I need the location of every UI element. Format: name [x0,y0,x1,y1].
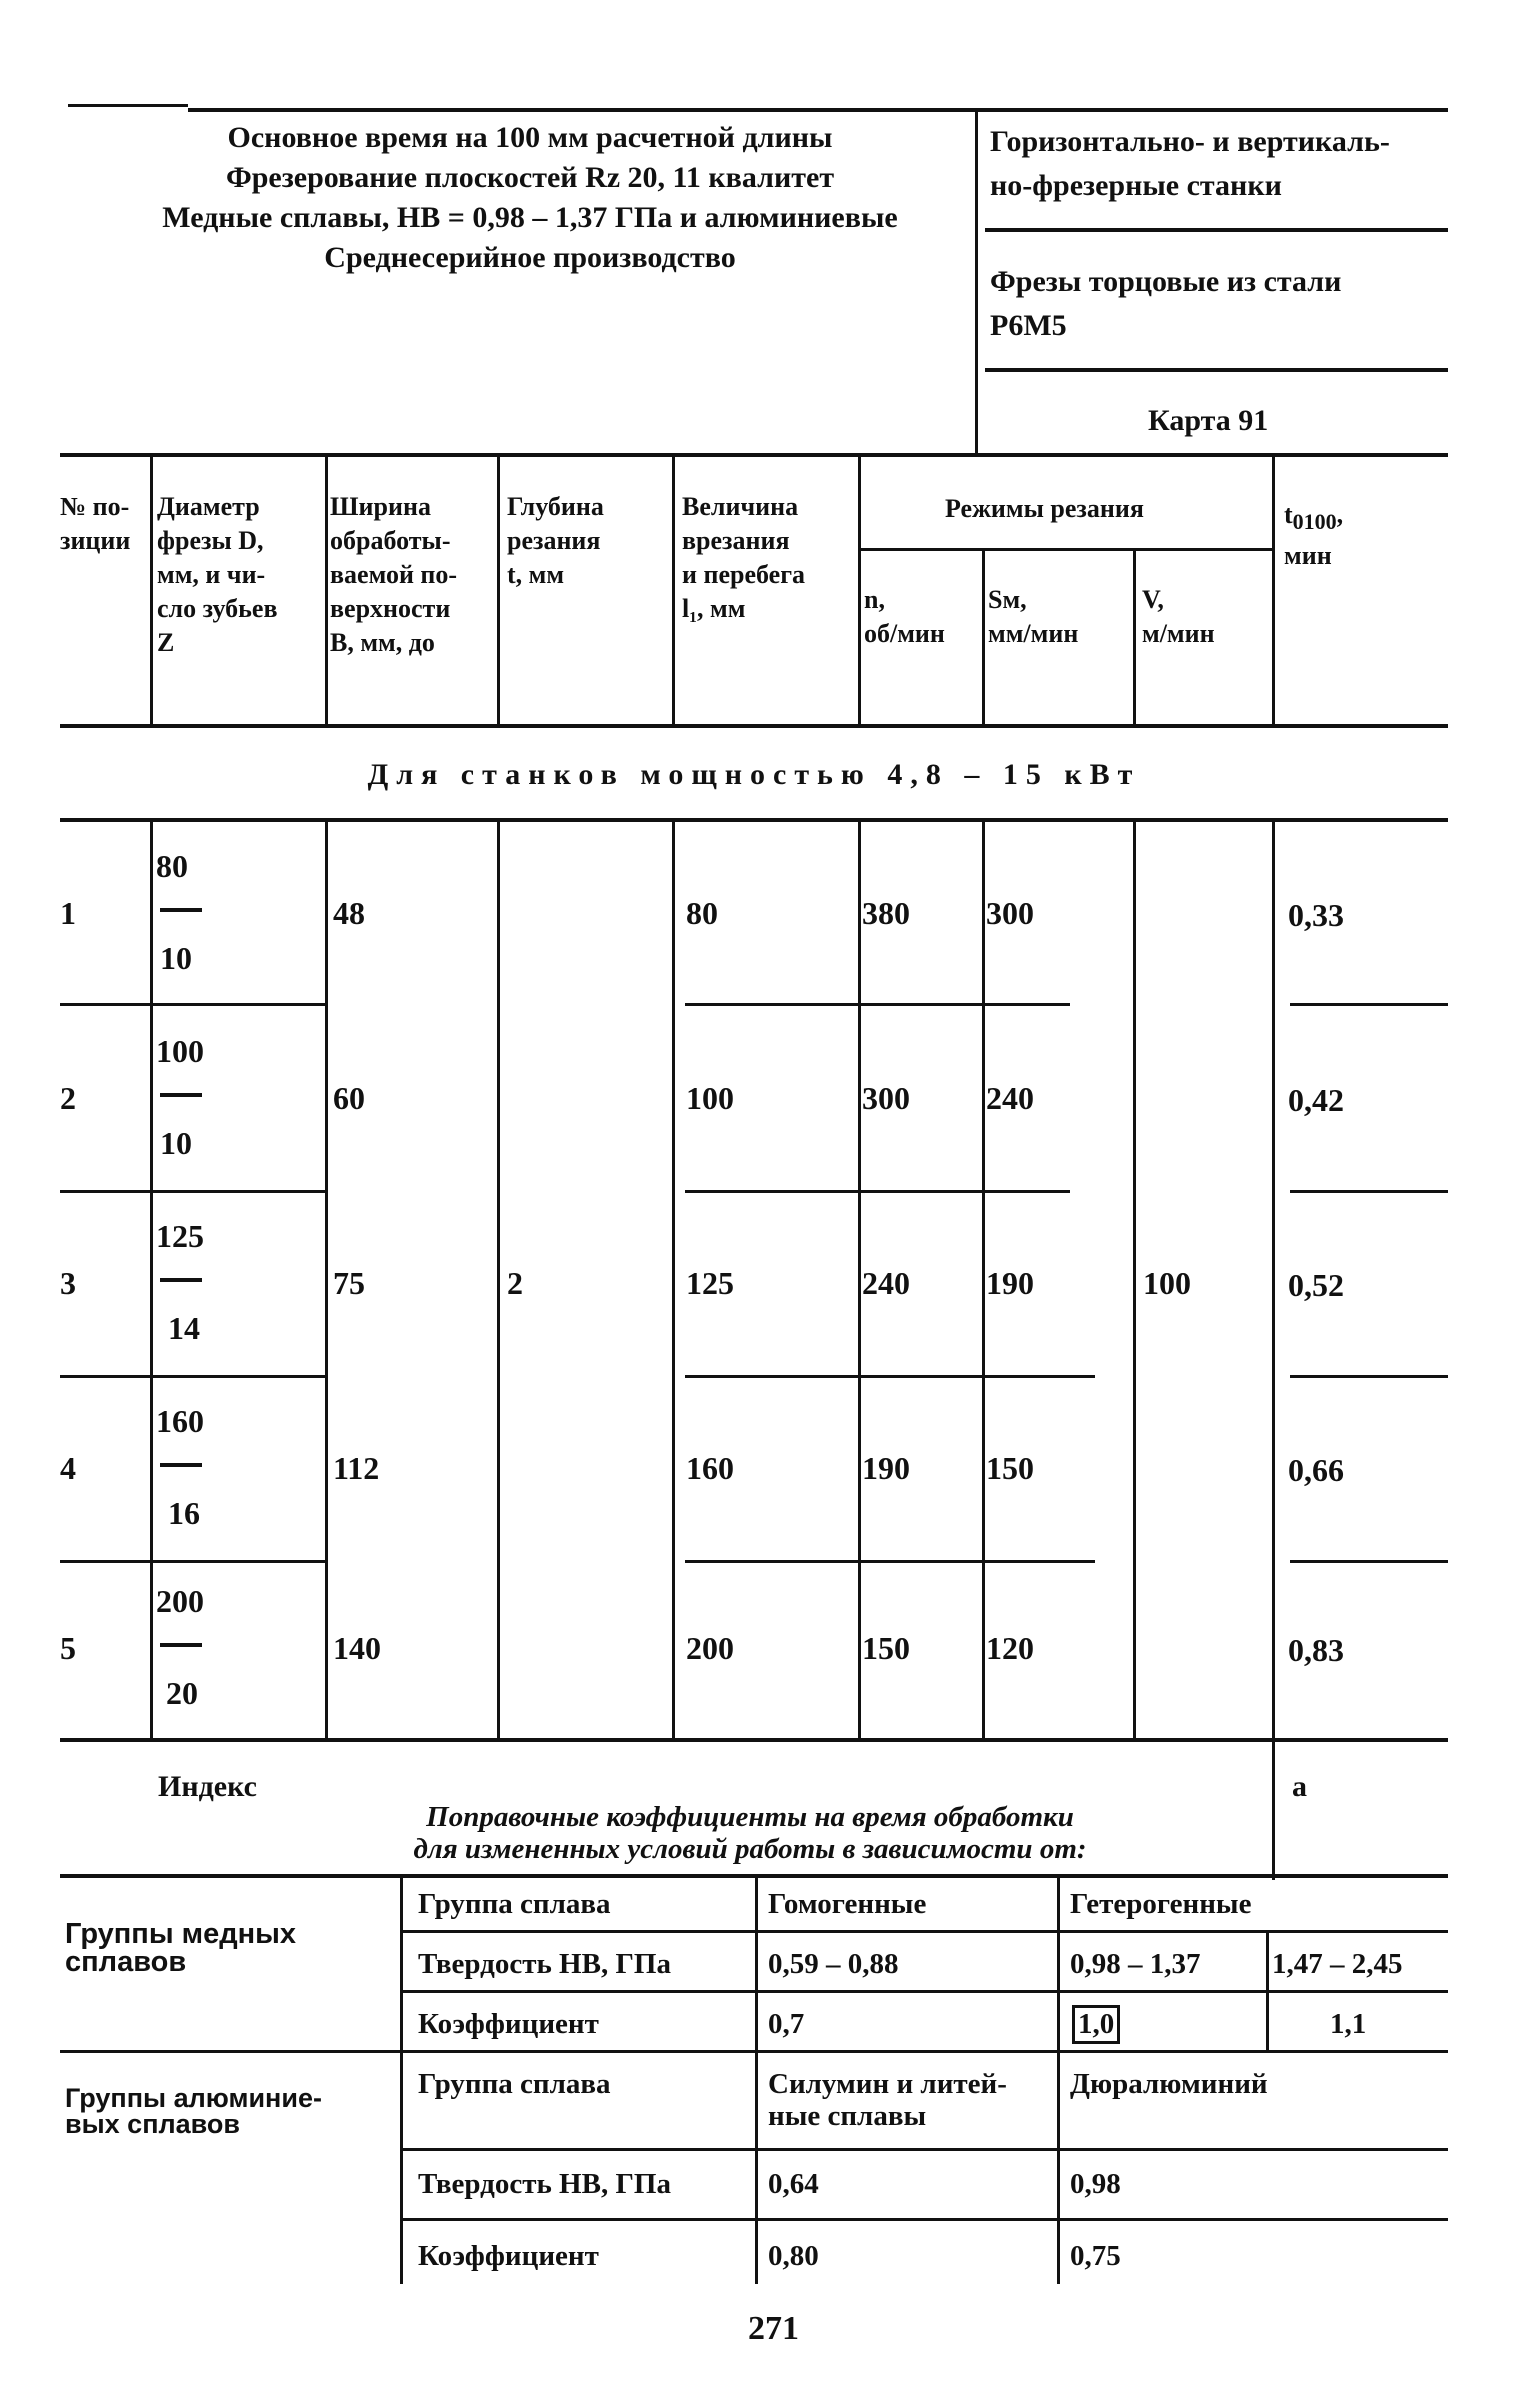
title-line-2: Фрезерование плоскостей Rz 20, 11 квалитет [225,161,835,194]
row4-teeth: 16 [168,1495,200,1531]
tool-type-2: Р6М5 [990,309,1067,342]
copper-rule-3 [60,2050,1448,2053]
row3-s: 190 [986,1265,1034,1301]
bcol-8 [1272,820,1275,1880]
top-rule-left [68,104,188,107]
copper-h3: 1,47 – 2,45 [1272,1948,1403,1980]
row-sep-2c [1290,1190,1448,1193]
aluminum-h2: 0,98 [1070,2168,1121,2200]
aluminum-duralumin: Дюралюминий [1070,2068,1268,2100]
row-sep-2b [685,1190,1070,1193]
row4-n: 190 [862,1450,910,1486]
aluminum-silumin: Силумин и литей- ные сплавы [768,2068,1007,2132]
hcol-7 [1133,548,1136,725]
header-bottom-rule [60,724,1448,728]
row1-s: 300 [986,895,1034,931]
row5-n: 150 [862,1630,910,1666]
row4-pos: 4 [60,1450,76,1486]
row5-width: 140 [333,1630,381,1666]
row2-diameter: 100 [156,1033,204,1069]
row4-approach: 160 [686,1450,734,1486]
row1-width: 48 [333,895,365,931]
tool-type-1: Фрезы торцовые из стали [990,265,1342,298]
row4-diameter: 160 [156,1403,204,1439]
row3-width: 75 [333,1265,365,1301]
row1-fraction-bar [160,908,202,912]
row-sep-1a [60,1003,325,1006]
aluminum-rule-2 [402,2218,1448,2221]
header-diameter: Диаметр фрезы D, мм, и чи- сло зубьев Z [157,492,278,657]
title-line-3: Медные сплавы, НВ = 0,98 – 1,37 ГПа и алюминиевые [162,201,898,234]
row3-pos: 3 [60,1265,76,1301]
row5-fraction-bar [160,1643,202,1647]
row4-t0: 0,66 [1288,1452,1344,1488]
hcol-3 [497,455,500,725]
row1-t0: 0,33 [1288,897,1344,933]
coef-title-1: Поправочные коэффициенты на время обработки [426,1801,1074,1833]
row5-t0: 0,83 [1288,1632,1344,1668]
coef-title-2: для измененных условий работы в зависимости от: [413,1833,1087,1865]
row5-diameter-fraction [156,1583,236,1713]
header-divider [975,108,978,453]
bcol-3 [497,820,500,1740]
row-sep-4a [60,1560,325,1563]
row2-n: 300 [862,1080,910,1116]
machine-type-1: Горизонтально- и вертикаль- [990,125,1390,158]
copper-k3: 1,1 [1330,2008,1367,2040]
row1-teeth: 10 [160,940,192,976]
aluminum-h1: 0,64 [768,2168,819,2200]
row1-diameter: 80 [156,848,188,884]
page-title-block [100,118,960,278]
hcol-4 [672,455,675,725]
hcol-1 [150,455,153,725]
modes-rule [860,548,1272,551]
row-sep-4c [1290,1560,1448,1563]
row-sep-3b [685,1375,1095,1378]
hcol-5 [858,455,861,725]
coef-top-rule [60,1874,1448,1878]
row-sep-3c [1290,1375,1448,1378]
row-sep-4b [685,1560,1095,1563]
row5-approach: 200 [686,1630,734,1666]
copper-heterogeneous: Гетерогенные [1070,1888,1252,1920]
hcol-8 [1272,455,1275,725]
coef-col-b [1057,1876,1060,2284]
header-rule-1 [985,228,1448,232]
copper-k1: 0,7 [768,2008,805,2040]
row3-teeth: 14 [168,1310,200,1346]
header-n: n, об/мин [864,585,945,648]
coef-col-label [400,1876,403,2284]
index-label: Индекс [158,1770,257,1803]
row-sep-3a [60,1375,325,1378]
copper-rule-2 [402,1990,1448,1993]
aluminum-hardness: Твердость НВ, ГПа [418,2168,671,2200]
row4-s: 150 [986,1450,1034,1486]
header-v: V, м/мин [1142,585,1215,648]
copper-h2: 0,98 – 1,37 [1070,1948,1201,1980]
bcol-2 [325,820,328,1740]
row-sep-2a [60,1190,325,1193]
aluminum-k2: 0,75 [1070,2240,1121,2272]
title-line-1: Основное время на 100 мм расчетной длины [227,121,833,154]
row4-fraction-bar [160,1463,202,1467]
row4-diameter-fraction [156,1403,236,1533]
top-rule [188,108,1448,112]
aluminum-coefficient: Коэффициент [418,2240,599,2272]
machine-type-2: но-фрезерные станки [990,169,1282,202]
row2-fraction-bar [160,1093,202,1097]
copper-hardness: Твердость НВ, ГПа [418,1948,671,1980]
row2-approach: 100 [686,1080,734,1116]
hcol-6 [982,548,985,725]
shared-depth: 2 [507,1265,523,1301]
copper-rule-1 [402,1930,1448,1933]
bcol-4 [672,820,675,1740]
aluminum-rule-1 [402,2148,1448,2151]
page-number: 271 [748,2310,799,2347]
header-pos: № по- зиции [60,492,131,555]
section-rule [60,818,1448,822]
shared-speed: 100 [1143,1265,1191,1301]
row2-width: 60 [333,1080,365,1116]
title-line-4: Среднесерийное производство [324,241,736,274]
row3-fraction-bar [160,1278,202,1282]
coef-col-a [755,1876,758,2284]
copper-k2-boxed: 1,0 [1072,2005,1120,2044]
row4-width: 112 [333,1450,380,1486]
index-value: а [1292,1770,1307,1803]
row2-diameter-fraction [156,1033,236,1163]
copper-homogeneous: Гомогенные [768,1888,927,1920]
row3-diameter: 125 [156,1218,204,1254]
header-width: Ширина обработы- ваемой по- верхности В, мм, до [330,492,458,657]
row1-n: 380 [862,895,910,931]
card-number: Карта 91 [1148,404,1269,437]
header-rule-2 [985,368,1448,372]
header-t0: $t_{0100}$, мин [1284,500,1344,571]
table-bottom-rule [60,1738,1448,1742]
row5-s: 120 [986,1630,1034,1666]
row1-approach: 80 [686,895,718,931]
aluminum-k1: 0,80 [768,2240,819,2272]
header-approach: Величина врезания и перебега l₁, мм [682,492,806,623]
aluminum-alloy-group: Группа сплава [418,2068,611,2100]
row5-teeth: 20 [166,1675,198,1711]
row2-s: 240 [986,1080,1034,1116]
copper-alloy-group: Группа сплава [418,1888,611,1920]
bcol-5 [858,820,861,1740]
section-title: Для станков мощностью 4,8 – 15 кВт [367,758,1141,791]
hcol-2 [325,455,328,725]
row3-n: 240 [862,1265,910,1301]
bcol-1 [150,820,153,1740]
row1-pos: 1 [60,895,76,931]
table-top-rule [60,453,1448,457]
row-sep-1c [1290,1003,1448,1006]
aluminum-group-label: Группы алюминие- вых сплавов [65,2083,322,2139]
bcol-6 [982,820,985,1740]
row3-approach: 125 [686,1265,734,1301]
row2-t0: 0,42 [1288,1082,1344,1118]
row2-pos: 2 [60,1080,76,1116]
header-depth: Глубина резания t, мм [507,492,604,589]
row3-diameter-fraction [156,1218,236,1348]
row-sep-1b [685,1003,1070,1006]
row1-diameter-fraction [156,848,236,978]
copper-group-label: Группы медных сплавов [65,1918,297,1978]
bcol-7 [1133,820,1136,1740]
row5-pos: 5 [60,1630,76,1666]
row2-teeth: 10 [160,1125,192,1161]
header-modes: Режимы резания [945,494,1144,523]
header-s: Sм, мм/мин [988,585,1079,648]
copper-coefficient: Коэффициент [418,2008,599,2040]
copper-h1: 0,59 – 0,88 [768,1948,899,1980]
row3-t0: 0,52 [1288,1267,1344,1303]
row5-diameter: 200 [156,1583,204,1619]
